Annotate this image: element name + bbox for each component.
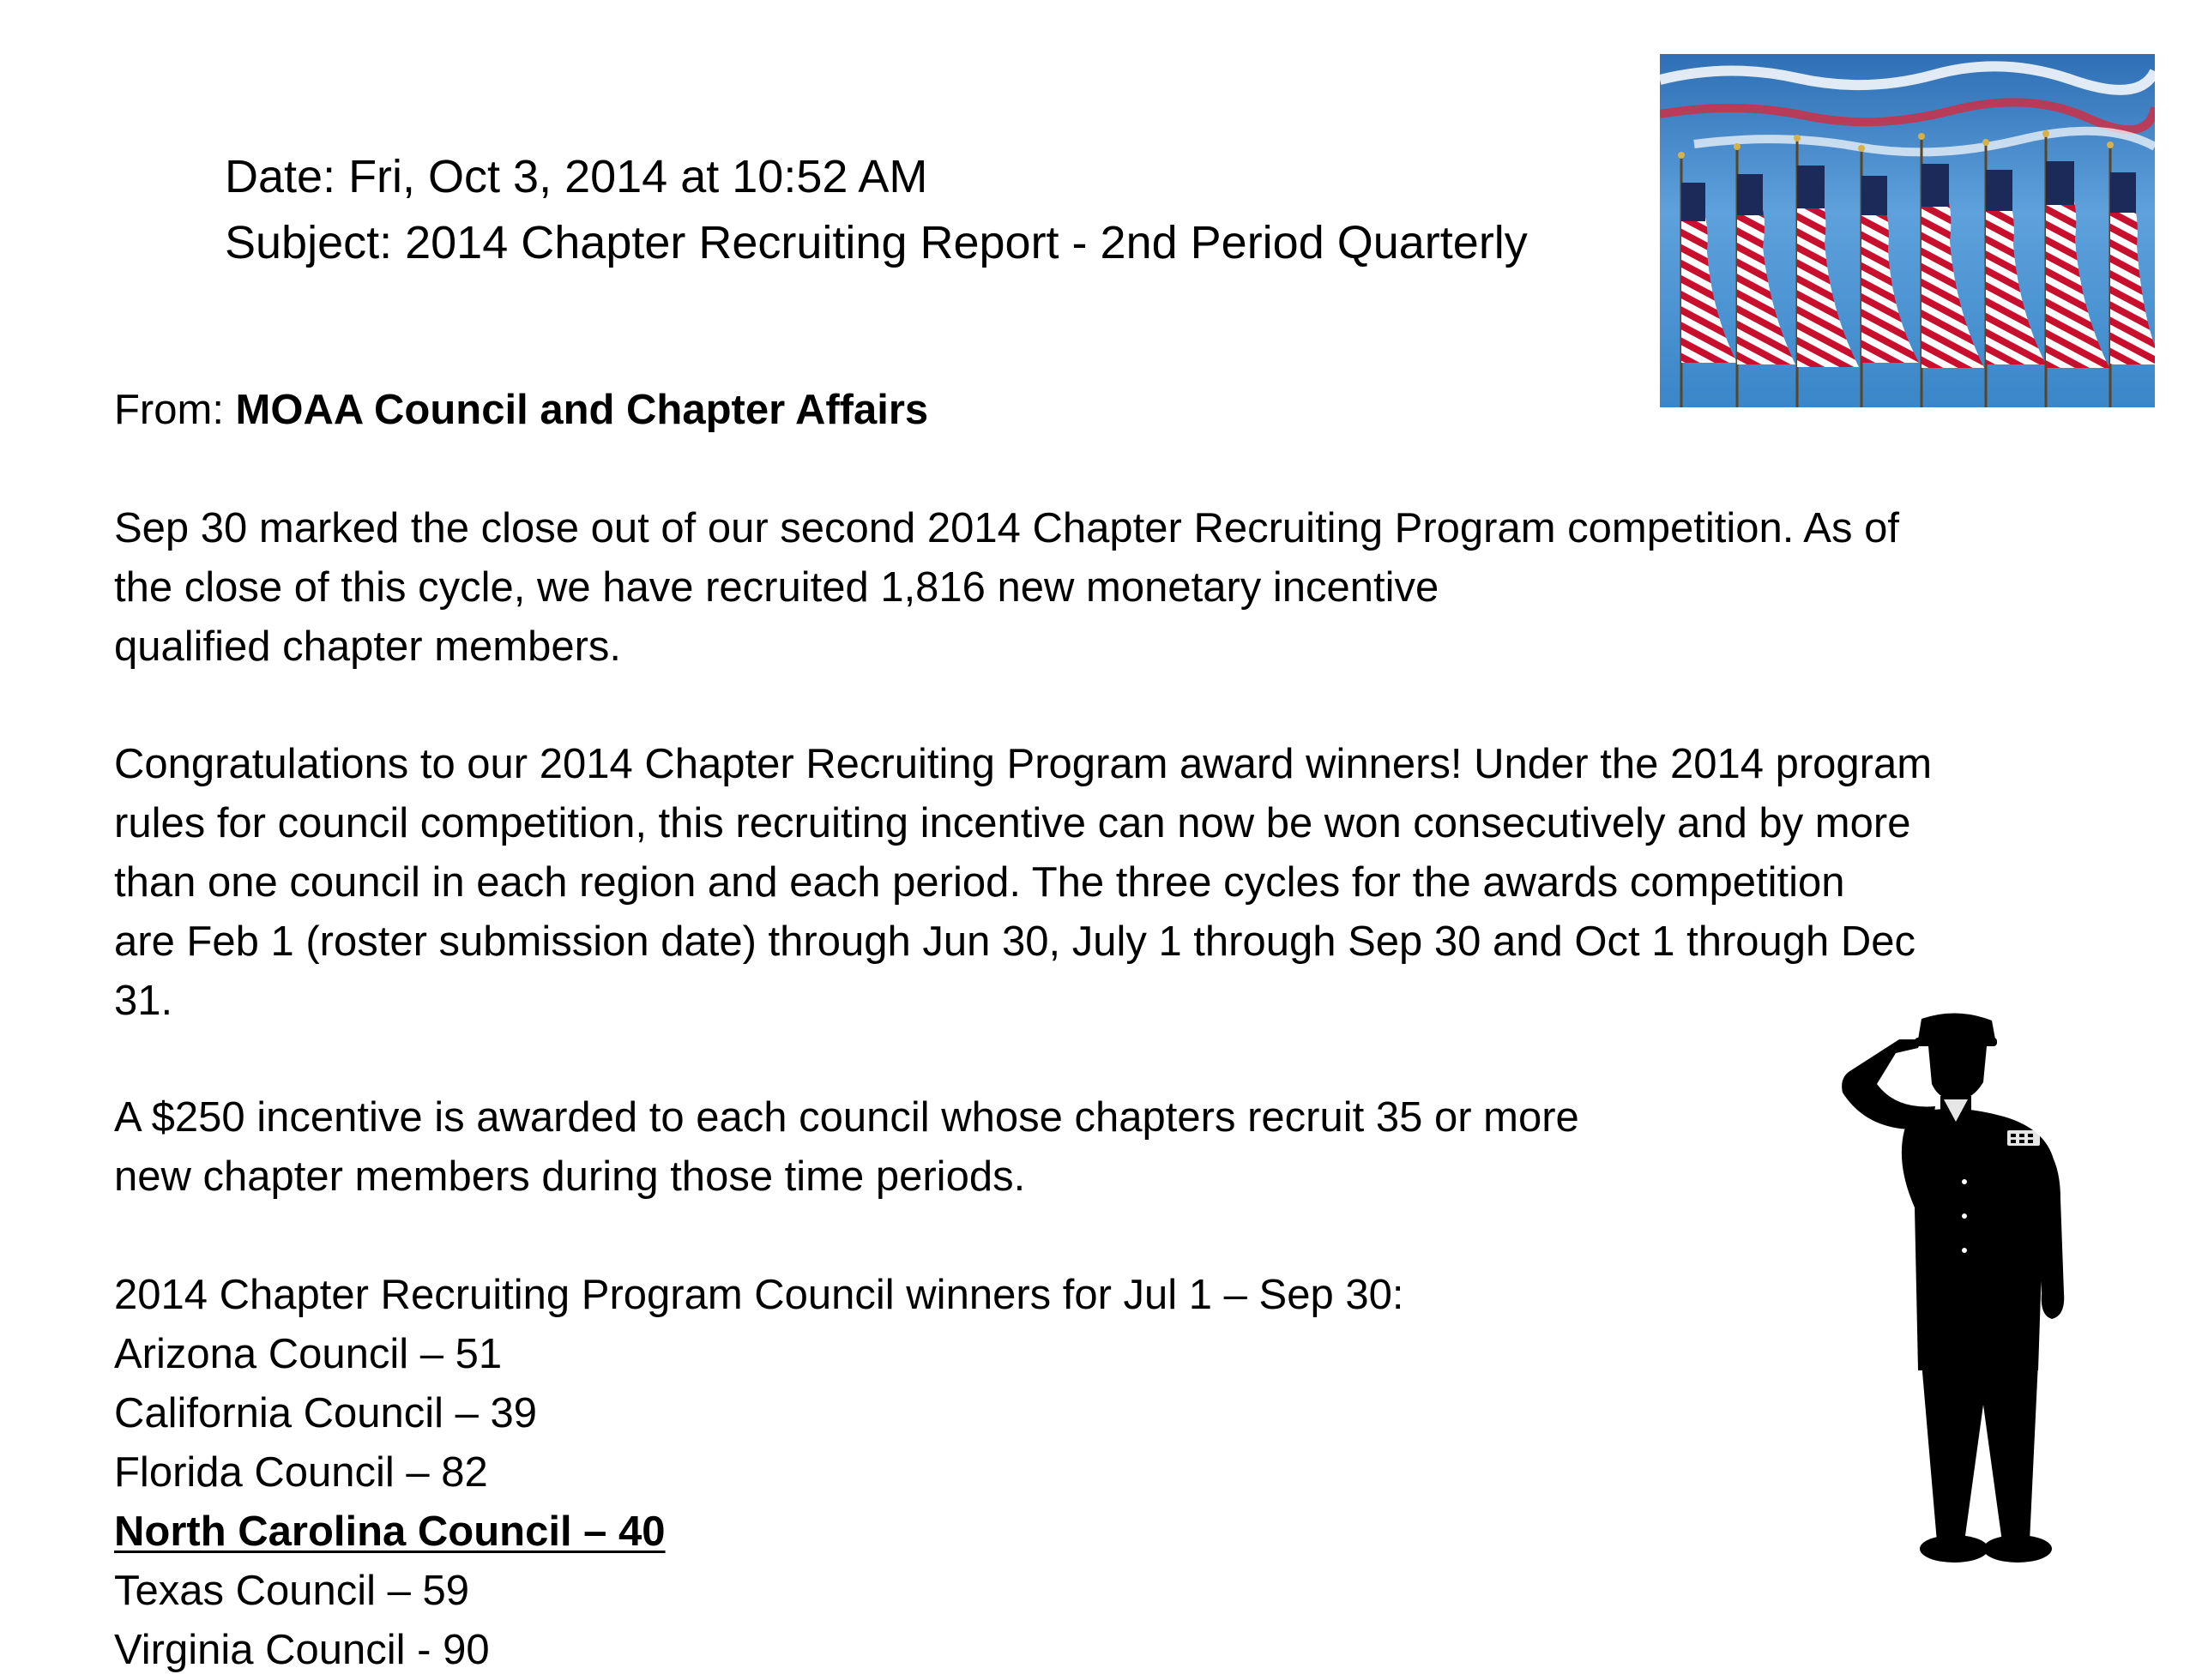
- saluting-soldier-silhouette: [1836, 1010, 2084, 1587]
- american-flags-photo: [1660, 54, 2155, 407]
- paragraph-congratulations: [114, 735, 1932, 1031]
- winner-item: Arizona Council – 51: [114, 1331, 503, 1377]
- paragraph-close-out: [114, 499, 1899, 677]
- from-label: From:: [114, 387, 236, 433]
- email-header: [225, 144, 1528, 276]
- paragraph-line: the close of this cycle, we have recruited 1,816 new monetary incentive: [114, 564, 1439, 611]
- paragraph-line: 31.: [114, 978, 173, 1024]
- paragraph-line: new chapter members during those time periods.: [114, 1153, 1026, 1200]
- winner-item-highlighted: North Carolina Council – 40: [114, 1508, 666, 1555]
- date-line: Date: Fri, Oct 3, 2014 at 10:52 AM: [225, 151, 928, 202]
- paragraph-line: are Feb 1 (roster submission date) through Jun 30, July 1 through Sep 30 and Oct 1 through Dec: [114, 918, 1916, 965]
- winner-item: Virginia Council - 90: [114, 1627, 490, 1673]
- winner-item: California Council – 39: [114, 1390, 537, 1436]
- from-sender: MOAA Council and Chapter Affairs: [235, 387, 929, 433]
- paragraph-line: A $250 incentive is awarded to each council whose chapters recruit 35 or more: [114, 1094, 1579, 1141]
- paragraph-line: Sep 30 marked the close out of our second 2014 Chapter Recruiting Program competition. As of: [114, 505, 1899, 551]
- paragraph-incentive: [114, 1088, 1579, 1207]
- paragraph-line: rules for council competition, this recruiting incentive can now be won consecutively and by more: [114, 800, 1911, 846]
- paragraph-line: than one council in each region and each period. The three cycles for the awards competition: [114, 859, 1845, 906]
- from-line: [114, 381, 928, 440]
- winners-heading: 2014 Chapter Recruiting Program Council winners for Jul 1 – Sep 30:: [114, 1272, 1404, 1318]
- subject-line: Subject: 2014 Chapter Recruiting Report - 2nd Period Quarterly: [225, 217, 1528, 268]
- winners-list: [114, 1266, 1403, 1680]
- winner-item: Florida Council – 82: [114, 1449, 488, 1496]
- winner-item: Texas Council – 59: [114, 1568, 470, 1614]
- paragraph-line: Congratulations to our 2014 Chapter Recruiting Program award winners! Under the 2014 program: [114, 741, 1933, 787]
- paragraph-line: qualified chapter members.: [114, 623, 622, 670]
